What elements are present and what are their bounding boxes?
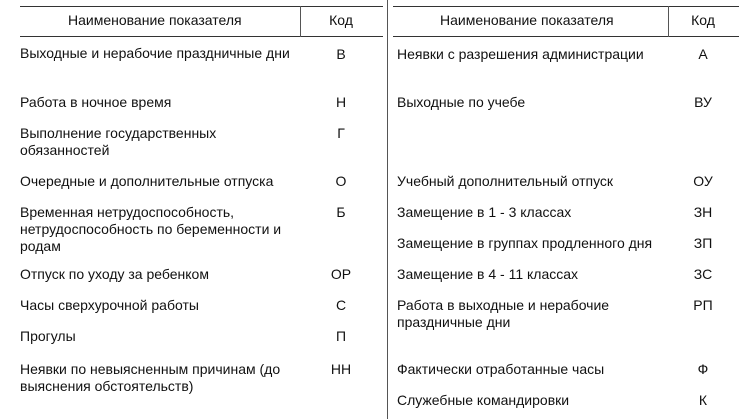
left-row-name: Очередные и дополнительные отпуска (20, 173, 274, 189)
left-row-name: Работа в ночное время (20, 94, 172, 110)
tables-separator (387, 0, 388, 419)
right-row-name: Неявки с разрешения администрации (397, 46, 644, 62)
right-row-name: Выходные по учебе (397, 94, 526, 110)
left-row-code: С (335, 297, 347, 313)
left-header-code: Код (329, 12, 353, 28)
left-row-code: В (336, 46, 346, 62)
left-row-name: Часы сверхурочной работы (20, 297, 199, 313)
right-row-code: Ф (697, 361, 709, 377)
right-row-name: Учебный дополнительный отпуск (397, 173, 614, 189)
left-table-column-divider (300, 6, 301, 37)
left-row-code: Г (337, 125, 345, 141)
left-row-code: Н (335, 94, 347, 110)
right-table-header-divider (393, 36, 739, 37)
right-row-name: Служебные командировки (397, 392, 570, 408)
left-header-name: Наименование показателя (68, 12, 242, 28)
right-header-code: Код (691, 12, 715, 28)
left-row-code: Б (336, 204, 346, 220)
right-row-name: Фактически отработанные часы (397, 361, 605, 377)
left-row-code: П (335, 328, 347, 344)
right-row-code: А (698, 46, 708, 62)
left-row-name: Неявки по невыясненным причинам (до выяснения обстоятельств) (20, 361, 281, 394)
right-row-code: ЗП (693, 235, 713, 251)
right-row-code: ЗС (693, 266, 713, 282)
left-row-name: Отпуск по уходу за ребенком (20, 266, 209, 282)
right-row-name: Работа в выходные и нерабочие праздничные дни (397, 297, 610, 330)
left-table-header-divider (20, 36, 383, 37)
right-row-code: ОУ (693, 173, 713, 189)
left-row-name: Временная нетрудоспособность, нетрудоспособность по беременности и родам (20, 204, 282, 254)
right-table-top-border (393, 6, 739, 7)
right-row-code: ВУ (694, 94, 712, 110)
left-row-code: НН (330, 361, 352, 377)
left-table-top-border (20, 6, 383, 7)
right-row-code: К (698, 392, 708, 408)
right-row-name: Замещение в 1 - 3 классах (397, 204, 572, 220)
right-row-name: Замещение в группах продленного дня (397, 235, 653, 251)
right-row-name: Замещение в 4 - 11 классах (397, 266, 579, 282)
right-row-code: РП (693, 297, 713, 313)
left-row-name: Выполнение государственных обязанностей (20, 125, 217, 158)
left-row-name: Выходные и нерабочие праздничные дни (20, 45, 290, 61)
left-row-code: ОР (330, 266, 352, 282)
right-row-code: ЗН (693, 204, 713, 220)
left-row-code: О (335, 173, 347, 189)
right-table-column-divider (668, 6, 669, 37)
right-header-name: Наименование показателя (440, 12, 614, 28)
left-row-name: Прогулы (20, 328, 76, 344)
